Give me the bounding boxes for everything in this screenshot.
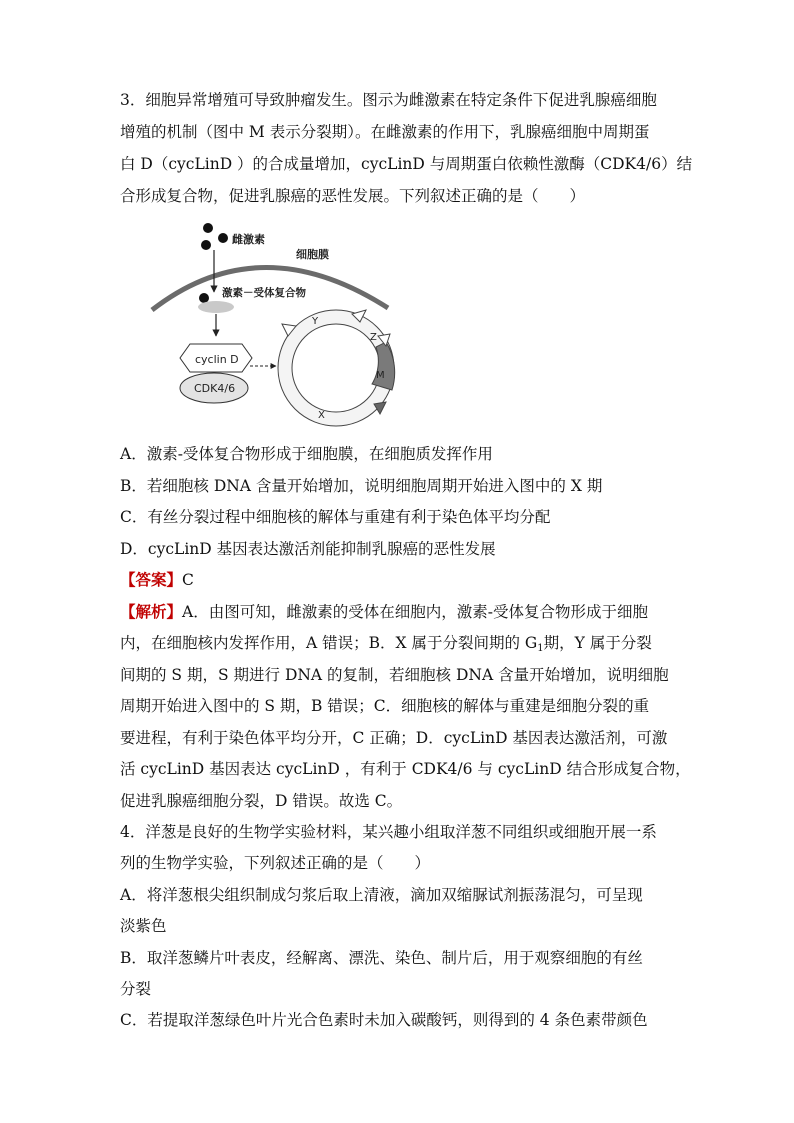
receptor: [198, 301, 234, 313]
answer-value: C: [182, 571, 194, 589]
q3-stem-line: 增殖的机制（图中 M 表示分裂期）。在雌激素的作用下，乳腺癌细胞中周期蛋: [120, 123, 650, 141]
q3-stem-line: 合形成复合物，促进乳腺癌的恶性发展。下列叙述正确的是（ ）: [120, 187, 586, 205]
subscript: 1: [537, 643, 544, 654]
cycle-ring-inner: [292, 324, 380, 412]
phase-x-label: X: [318, 410, 325, 421]
answer-tag: 【答案】: [120, 570, 183, 589]
q4-option-b-cont: 分裂: [120, 980, 152, 998]
analysis-line: 间期的 S 期，S 期进行 DNA 的复制，若细胞核 DNA 含量开始增加，说明细胞: [120, 666, 669, 684]
analysis-line: 周期开始进入图中的 S 期，B 错误；C．细胞核的解体与重建是细胞分裂的重: [120, 697, 650, 715]
q4-option-a: A．将洋葱根尖组织制成匀浆后取上清液，滴加双缩脲试剂振荡混匀，可呈现: [120, 886, 643, 904]
q3-stem-line: 3．细胞异常增殖可导致肿瘤发生。图示为雌激素在特定条件下促进乳腺癌细胞: [120, 91, 657, 109]
cyclin-label: cyclin D: [195, 353, 239, 366]
analysis-line: [120, 633, 652, 659]
analysis-text: A．由图可知，雌激素的受体在细胞内，激素-受体复合物形成于细胞: [182, 603, 648, 621]
q4-stem-line: 4．洋葱是良好的生物学实验材料，某兴趣小组取洋葱不同组织或细胞开展一系: [120, 823, 657, 841]
estrogen-molecule: [203, 223, 213, 233]
q3-option-a: A．激素-受体复合物形成于细胞膜，在细胞质发挥作用: [120, 445, 493, 463]
phase-y-label: Y: [312, 316, 319, 327]
answer-line: [120, 570, 194, 590]
q4-option-a-cont: 淡紫色: [120, 917, 167, 935]
estrogen-molecule: [201, 240, 211, 250]
analysis-line: 要进程，有利于染色体平均分开，C 正确；D．cycLinD 基因表达激活剂，可激: [120, 729, 668, 747]
q4-stem-line: 列的生物学实验，下列叙述正确的是（ ）: [120, 854, 431, 872]
phase-m-label: M: [376, 370, 385, 381]
q4-option-b: B．取洋葱鳞片叶表皮，经解离、漂洗、染色、制片后，用于观察细胞的有丝: [120, 949, 643, 967]
q3-option-b: B．若细胞核 DNA 含量开始增加，说明细胞周期开始进入图中的 X 期: [120, 477, 603, 495]
membrane-label: 细胞膜: [296, 248, 329, 261]
cdk-label: CDK4/6: [194, 382, 236, 395]
q3-option-c: C．有丝分裂过程中细胞核的解体与重建有利于染色体平均分配: [120, 508, 551, 526]
analysis-line: 促进乳腺癌细胞分裂，D 错误。故选 C。: [120, 792, 403, 810]
estrogen-molecule: [218, 233, 228, 243]
hormone-dot: [199, 293, 209, 303]
q3-option-d: D．cycLinD 基因表达激活剂能抑制乳腺癌的恶性发展: [120, 540, 496, 558]
analysis-line: 活 cycLinD 基因表达 cycLinD ，有利于 CDK4/6 与 cycLinD 结合形成复合物，: [120, 760, 691, 778]
complex-label: 激素－受体复合物: [222, 287, 306, 299]
phase-z-label: Z: [370, 332, 377, 343]
q4-option-c: C．若提取洋葱绿色叶片光合色素时未加入碳酸钙，则得到的 4 条色素带颜色: [120, 1011, 648, 1029]
analysis-text: 内，在细胞核内发挥作用，A 错误；B．X 属于分裂间期的 G: [120, 634, 538, 652]
estrogen-label: 雌激素: [232, 233, 265, 246]
analysis-tag: 【解析】: [120, 602, 183, 621]
analysis-text: 期，Y 属于分裂: [543, 634, 652, 652]
q3-stem-line: 白 D（cycLinD ）的合成量增加，cycLinD 与周期蛋白依赖性激酶（CDK4/6）结: [120, 155, 693, 173]
cell-cycle-diagram: [140, 218, 400, 432]
analysis-line: [120, 602, 648, 622]
diagram-svg: [140, 218, 400, 432]
